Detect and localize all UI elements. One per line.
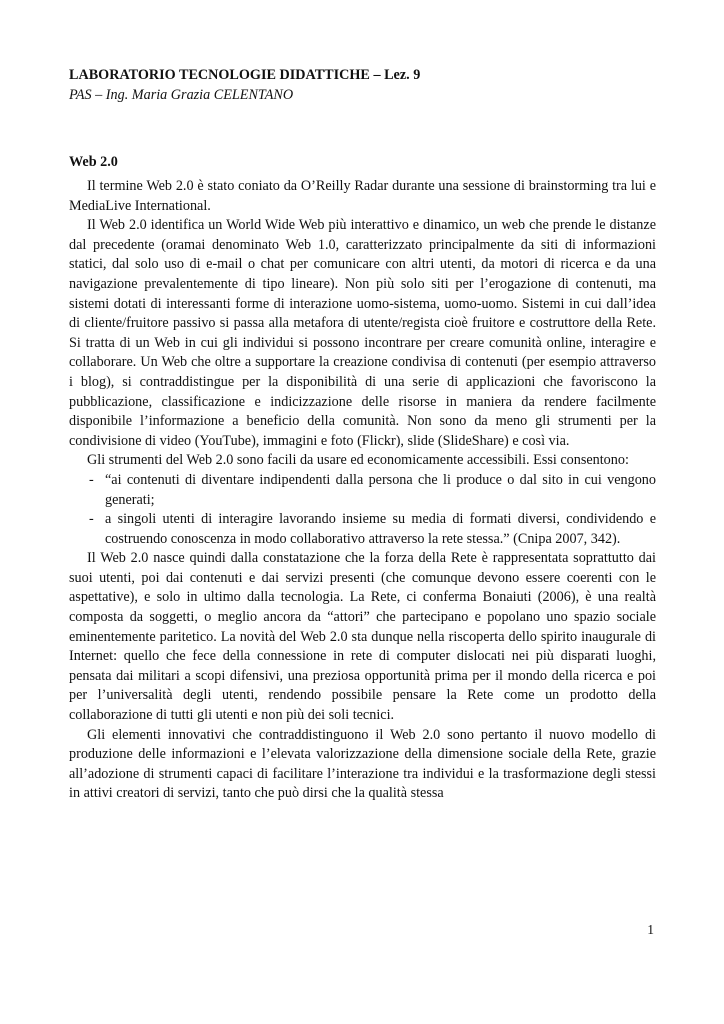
list-item xyxy=(89,510,656,549)
paragraph: Il Web 2.0 nasce quindi dalla constatazione che la forza della Rete è rappresentata soprattutto dai suoi utenti, poi dai contenuti e dai servizi presenti (che comunque devono essere coerenti con le aspettative), e solo in ultimo dalla tecnologia. La Rete, ci conferma Bonaiuti (2006), è una realtà composta da soggetti, o meglio ancora da “attori” che partecipano e popolano uno spazio sociale eminentemente paritetico. La novità del Web 2.0 sta dunque nella riscoperta dello spirito inaugurale di Internet: quello che fece della connessione in rete di computer dislocati nei più disparati luoghi, pensata dai militari a scopi difensivi, una preziosa opportunità prima per il mondo della ricerca e poi per l’universalità degli utenti, rendendo possibile pensare la Rete come un prodotto della collaborazione di tutti gli utenti e non più dei soli tecnici. xyxy=(69,550,656,724)
paragraph: Gli strumenti del Web 2.0 sono facili da usare ed economicamente accessibili. Essi consentono: xyxy=(87,452,629,469)
list-bullet: - xyxy=(89,511,94,528)
header-subtitle: PAS – Ing. Maria Grazia CELENTANO xyxy=(69,86,294,103)
list-item-text: “ai contenuti di diventare indipendenti dalla persona che li produce o dal sito in cui vengono generati; xyxy=(105,471,656,508)
section-title: Web 2.0 xyxy=(69,154,118,170)
list-item xyxy=(89,471,656,510)
document-header xyxy=(69,66,659,105)
paragraph: Gli elementi innovativi che contraddistinguono il Web 2.0 sono pertanto il nuovo modello di produzione delle informazioni e l’elevata valorizzazione della dimensione sociale della Rete, grazie all’adozione di strumenti capaci di facilitare l’interazione tra individui e la trasformazione degli stessi in attivi creatori di servizi, tanto che può dirsi che la qualità stessa xyxy=(69,726,656,802)
quote-list xyxy=(69,471,656,549)
document-body xyxy=(69,177,656,804)
header-title: LABORATORIO TECNOLOGIE DIDATTICHE – Lez. 9 xyxy=(69,67,421,83)
list-bullet: - xyxy=(89,471,94,488)
page-number: 1 xyxy=(647,922,654,937)
list-item-text: a singoli utenti di interagire lavorando insieme su media di formati diversi, condividendo e costruendo conoscenza in modo collaborativo attraverso la rete stessa.” (Cnipa 2007, 342). xyxy=(105,511,656,547)
paragraph: Il Web 2.0 identifica un World Wide Web più interattivo e dinamico, un web che prende le distanze dal precedente (oramai denominato Web 1.0, caratterizzato principalmente da siti di informazioni statici, dal solo uso di e-mail o chat per comunicare con altri utenti, da motori di ricerca e da una navigazione prevalentemente di tipo lineare). Non più solo siti per l’erogazione di contenuti, ma sistemi dotati di interessanti forme di interazione uomo-sistema, uomo-uomo. Sistemi in cui dall’idea di cliente/fruitore passivo si passa alla metafora di utente/regista cioè fruitore e costruttore della Rete. Si tratta di un Web in cui gli individui si possono incontrare per creare comunità online, interagire e collaborare. Un Web che oltre a supportare la creazione condivisa di contenuti (per esempio attraverso i blog), si contraddistingue per la disponibilità di una serie di applicazioni che favoriscono la pubblicazione, classificazione e indicizzazione delle risorse in maniera da rendere facilmente disponibile l’informazione a beneficio della comunità. Non sono da meno gli strumenti per la condivisione di video (YouTube), immagini e foto (Flickr), slide (SlideShare) e così via. xyxy=(69,217,656,449)
paragraph: Il termine Web 2.0 è stato coniato da O’Reilly Radar durante una sessione di brainstorming tra lui e MediaLive International. xyxy=(69,178,656,214)
